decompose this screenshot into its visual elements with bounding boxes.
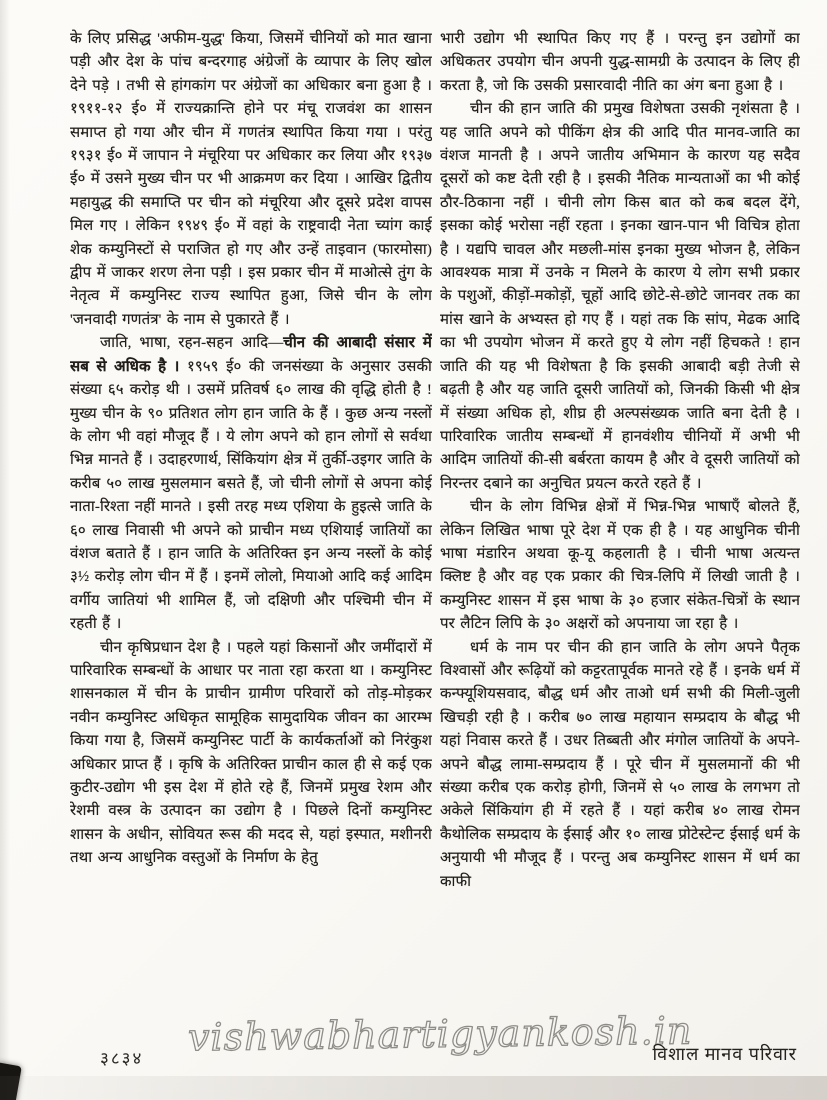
para-religion: धर्म के नाम पर चीन की हान जाति के लोग अपने पैतृक विश्वासों और रूढ़ियों को कट्टरतापूर्वक मानते रहे हैं । इनके धर्म में कन्फ्यूशियसवाद, बौद्ध धर्म और ताओ धर्म सभी की मिली-जुली खिचड़ी रही है । करीब ७० लाख महायान सम्प्रदाय के बौद्ध भी यहां निवास करते हैं । उधर तिब्बती और मंगोल जातियों के अपने-अपने बौद्ध लामा-सम्प्रदाय हैं । पूरे चीन में मुसलमानों की भी संख्या करीब एक करोड़ होगी, जिनमें से ५० लाख के लगभग तो अकेले सिंकियांग ही में रहते हैं । यहां करीब ४० लाख रोमन कैथोलिक सम्प्रदाय के ईसाई और १० लाख प्रोटेस्टेन्ट ईसाई धर्म के अनुयायी भी मौजूद हैं । परन्तु अब कम्युनिस्ट शासन में धर्म का काफी bbox=[440, 639, 800, 890]
para-agriculture-industry: चीन कृषिप्रधान देश है । पहले यहां किसानों और जमींदारों में पारिवारिक सम्बन्धों के आधार पर नाता रहा करता था । कम्युनिस्ट शासनकाल में चीन के प्राचीन ग्रामीण परिवारों को तोड़-मोड़कर नवीन कम्युनिस्ट अधिकृत सामूहिक सामुदायिक जीवन का आरम्भ किया गया है, जिसमें कम्युनिस्ट पार्टी के कार्यकर्ताओं को निरंकुश अधिकार प्राप्त हैं । कृषि के अतिरिक्त प्राचीन काल ही से कई एक कुटीर-उद्योग भी इस देश में होते रहे हैं, जिनमें प्रमुख रेशम और रेशमी वस्त्र के उत्पादन का उद्योग है । पिछले दिनों कम्युनिस्ट शासन के अधीन, सोवियत रूस की मदद से, यहां इस्पात, मशीनरी तथा अन्य आधुनिक वस्तुओं के निर्माण के हेतु bbox=[70, 639, 432, 867]
para-ethnicity-bold-run: चीन की आबादी संसार में सब से अधिक है । bbox=[70, 335, 432, 375]
text-column-right bbox=[440, 28, 800, 1020]
para-han-traits: चीन की हान जाति की प्रमुख विशेषता उसकी नृशंसता है । यह जाति अपने को पीकिंग क्षेत्र की आदि पीत मानव-जाति का वंशज मानती है । अपने जातीय अभिमान के कारण यह सदैव दूसरों को कष्ट देती रही है । इसकी नैतिक मान्यताओं का भी कोई ठौर-ठिकाना नहीं । चीनी लोग किस बात को कब बदल देंगे, इसका कोई भरोसा नहीं रहता । इनका खान-पान भी विचित्र होता है । यद्यपि चावल और मछली-मांस इनका मुख्य भोजन है, लेकिन आवश्यक मात्रा में उनके न मिलने के कारण ये लोग सभी प्रकार के पशुओं, कीड़ों-मकोड़ों, चूहों आदि छोटे-से-छोटे जानवर तक का मांस खाने के अभ्यस्त हो गए हैं । यहां तक कि सांप, मेढक आदि का भी उपयोग भोजन में करते हुए ये लोग नहीं हिचकते ! हान जाति की यह भी विशेषता है कि इसकी आबादी बड़ी तेजी से बढ़ती है और यह जाति दूसरी जातियों को, जिनकी किसी भी क्षेत्र में संख्या अधिक हो, शीघ्र ही अल्पसंख्यक जाति बना देती है । पारिवारिक जातीय सम्बन्धों में हानवंशीय चीनियों में अभी भी आदिम जातियों की-सी बर्बरता कायम है और वे दूसरी जातियों को निरन्तर दबाने का अनुचित प्रयत्न करते रहते हैं । bbox=[440, 101, 800, 492]
text-column-left bbox=[70, 28, 432, 1020]
para-opium-war-history: के लिए प्रसिद्ध 'अफीम-युद्ध' किया, जिसमें चीनियों को मात खाना पड़ी और देश के पांच बन्दरगाह अंग्रेजों के व्यापार के लिए खोल देने पड़े । तभी से हांगकांग पर अंग्रेजों का अधिकार बना हुआ है । १९११-१२ ई० में राज्यक्रान्ति होने पर मंचू राजवंश का शासन समाप्त हो गया और चीन में गणतंत्र स्थापित किया गया । परंतु १९३१ ई० में जापान ने मंचूरिया पर अधिकार कर लिया और १९३७ ई० में उसने मुख्य चीन पर भी आक्रमण कर दिया । आखिर द्वितीय महायुद्ध की समाप्ति पर चीन को मंचूरिया और दूसरे प्रदेश वापस मिल गए । लेकिन १९४९ ई० में वहां के राष्ट्रवादी नेता च्यांग काई शेक कम्युनिस्टों से पराजित हो गए और उन्हें ताइवान (फारमोसा) द्वीप में जाकर शरण लेना पड़ी । इस प्रकार चीन में माओत्से तुंग के नेतृत्व में कम्युनिस्ट राज्य स्थापित हुआ, जिसे चीन के लोग 'जनवादी गणतंत्र' के नाम से पुकारते हैं । bbox=[70, 31, 432, 328]
scan-shadow-bottom bbox=[0, 1076, 827, 1100]
para-ethnicity-text: १९५९ ई० की जनसंख्या के अनुसार उसकी संख्या ६५ करोड़ थी । उसमें प्रतिवर्ष ६० लाख की वृद्धि होती है ! मुख्य चीन के ९० प्रतिशत लोग हान जाति के हैं । कुछ अन्य नस्लों के लोग भी वहां मौजूद हैं । ये लोग अपने को हान लोगों से सर्वथा भिन्न मानते हैं । उदाहरणार्थ, सिंकियांग क्षेत्र में तुर्की-उइगर जाति के करीब ५० लाख मुसलमान बसते हैं, जो चीनी लोगों से अपना कोई नाता-रिश्ता नहीं मानते । इसी तरह मध्य एशिया के हुइत्से जाति के ६० लाख निवासी भी अपने को प्राचीन मध्य एशियाई जातियों का वंशज बताते हैं । हान जाति के अतिरिक्त इन अन्य नस्लों के कोई ३½ करोड़ लोग चीन में हैं । इनमें लोलो, मियाओ आदि कई आदिम वर्गीय जातियां भी शामिल हैं, जो दक्षिणी और पश्चिमी चीन में रहती हैं । bbox=[70, 358, 432, 633]
footer-entry-title: विशाल मानव परिवार bbox=[652, 1044, 797, 1064]
section-heading-jati-bhasha: जाति, भाषा, रहन-सहन आदि— bbox=[100, 335, 284, 352]
para-heavy-industry: भारी उद्योग भी स्थापित किए गए हैं । परन्तु इन उद्योगों का अधिकतर उपयोग चीन अपनी युद्ध-सामग्री के उत्पादन के लिए ही करता है, जो कि उसकी प्रसारवादी नीति का अंग बना हुआ है । bbox=[440, 31, 800, 94]
site-watermark: vishwabhartigyankosh.in bbox=[187, 1008, 693, 1060]
scan-edge-shadow bbox=[0, 0, 10, 1100]
para-ethnicity-language bbox=[70, 332, 432, 636]
page-number: ३८३४ bbox=[100, 1049, 144, 1068]
para-language: चीन के लोग विभिन्न क्षेत्रों में भिन्न-भिन्न भाषाएँ बोलते हैं, लेकिन लिखित भाषा पूरे देश में एक ही है । यह आधुनिक चीनी भाषा मंडारिन अथवा कू-यू कहलाती है । चीनी भाषा अत्यन्त क्लिष्ट है और वह एक प्रकार की चित्र-लिपि में लिखी जाती है । कम्युनिस्ट शासन में इस भाषा के ३० हजार संकेत-चित्रों के स्थान पर लैटिन लिपि के ३० अक्षरों को अपनाया जा रहा है । bbox=[440, 499, 800, 633]
